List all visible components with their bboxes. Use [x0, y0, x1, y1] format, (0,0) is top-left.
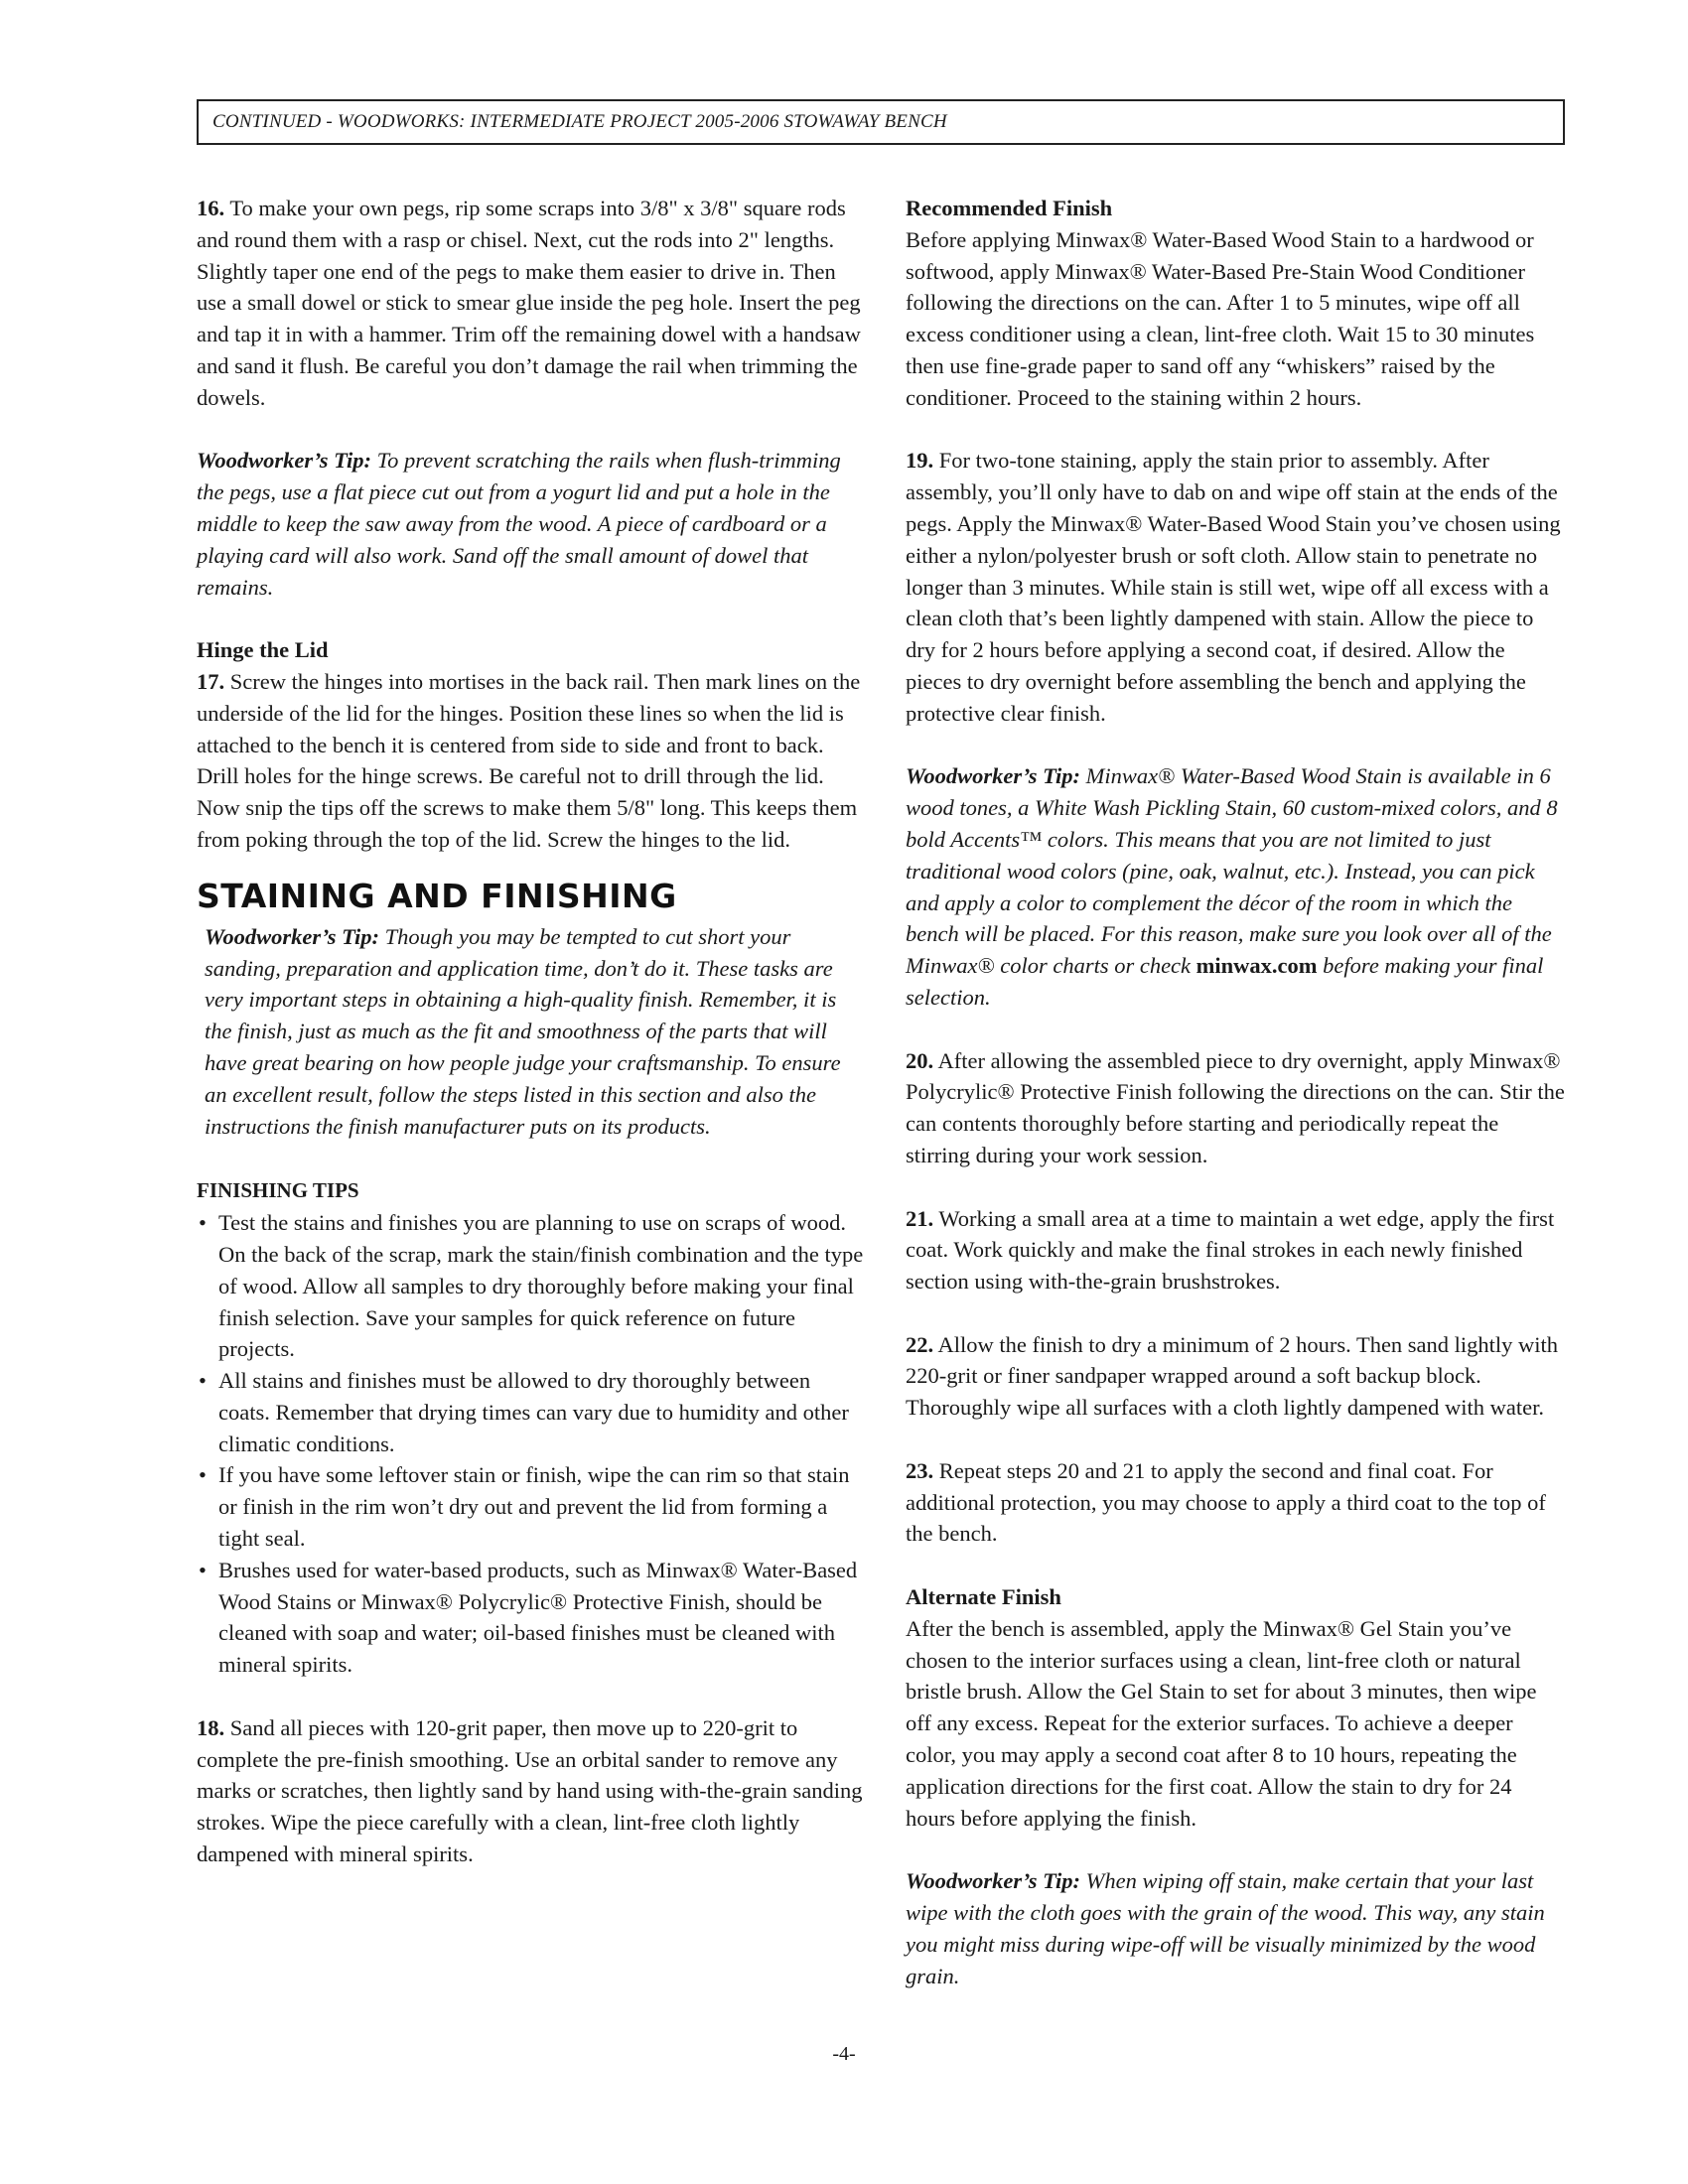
tip-label: Woodworker’s Tip: — [906, 1868, 1081, 1894]
step-20 — [906, 1045, 1565, 1171]
running-header — [197, 99, 1565, 145]
step-number: 23. — [906, 1457, 934, 1483]
step-number: 19. — [906, 448, 934, 474]
step-23 — [906, 1455, 1565, 1550]
minwax-link[interactable]: minwax.com — [1196, 953, 1318, 979]
step-number: 17. — [197, 668, 225, 694]
step-18 — [197, 1712, 864, 1870]
tip-text: When wiping off stain, make certain that your last wipe with the cloth goes with the grain of the wood. This way, any stain you might miss during wipe-off will be visually minimized by the wood grain. — [906, 1868, 1545, 1988]
tip-text: Though you may be tempted to cut short your sanding, preparation and application time, don’t do it. These tasks are very important steps in obtaining a high-quality finish. Remember, it is the finish, just as much as the fit and smoothness of the parts that will have great bearing on how people judge your craftsmanship. To ensure an excellent result, follow the steps listed in this section and also the instructions the finish manufacturer puts on its products. — [205, 923, 841, 1139]
woodworkers-tip-3 — [906, 760, 1565, 1013]
step-19 — [906, 445, 1565, 729]
list-item: • If you have some leftover stain or finish, wipe the can rim so that stain or finish in the rim won’t dry out and prevent the lid from forming a tight seal. — [197, 1459, 864, 1554]
list-item: • All stains and finishes must be allowed to dry thoroughly between coats. Remember that drying times can vary due to humidity and other climatic conditions. — [197, 1365, 864, 1459]
header-title: CONTINUED - WOODWORKS: INTERMEDIATE PROJECT 2005-2006 STOWAWAY BENCH — [212, 111, 947, 132]
step-text: Working a small area at a time to maintain a wet edge, apply the first coat. Work quickly and make the final strokes in each newly finished section using with-the-grain brushstrokes. — [906, 1205, 1555, 1295]
tip-label: Woodworker’s Tip: — [197, 448, 372, 474]
step-text: Allow the finish to dry a minimum of 2 hours. Then sand lightly with 220-grit or finer sandpaper wrapped around a soft backup block. Thoroughly wipe all surfaces with a cloth lightly dampened with water. — [906, 1331, 1559, 1421]
tip-label: Woodworker’s Tip: — [906, 763, 1081, 789]
recommended-finish-text: Before applying Minwax® Water-Based Wood Stain to a hardwood or softwood, apply Minwax® Water-Based Pre-Stain Wood Conditioner following the directions on the can. After 1 to 5 minutes, wipe off all excess conditioner using a clean, lint-free cloth. Wait 15 to 30 minutes then use fine-grade paper to sand off any “whiskers” raised by the conditioner. Proceed to the staining within 2 hours. — [906, 226, 1535, 410]
step-22 — [906, 1329, 1565, 1424]
page-number: -4- — [832, 2043, 856, 2065]
step-21 — [906, 1203, 1565, 1297]
step-text: Repeat steps 20 and 21 to apply the second and final coat. For additional protection, you may choose to apply a third coat to the top of the bench. — [906, 1457, 1546, 1547]
step-text: Screw the hinges into mortises in the back rail. Then mark lines on the underside of the lid for the hinges. Position these lines so when the lid is attached to the bench it is centered from side to side and front to back. Drill holes for the hinge screws. Be careful not to drill through the lid. Now snip the tips off the screws to make them 5/8" long. This keeps them from poking through the top of the lid. Screw the hinges to the lid. — [197, 668, 861, 852]
subheading-alternate-finish: Alternate Finish — [906, 1584, 1061, 1610]
woodworkers-tip-1 — [197, 445, 864, 603]
step-number: 18. — [197, 1714, 225, 1740]
step-text: Sand all pieces with 120-grit paper, then move up to 220-grit to complete the pre-finish smoothing. Use an orbital sander to remove any marks or scratches, then lightly sand by hand using with-the-grain sanding strokes. Wipe the piece carefully with a clean, lint-free cloth lightly dampened with mineral spirits. — [197, 1714, 863, 1867]
finishing-tips-heading: FINISHING TIPS — [197, 1178, 359, 1203]
left-column — [197, 193, 864, 1870]
step-text: For two-tone staining, apply the stain prior to assembly. After assembly, you’ll only have to dab on and wipe off stain at the ends of the pegs. Apply the Minwax® Water-Based Wood Stain you’ve chosen using either a nylon/polyester brush or soft cloth. Allow stain to penetrate no longer than 3 minutes. While stain is still wet, wipe off all excess with a clean cloth that’s been lightly dampened with stain. Allow the piece to dry for 2 hours before applying a second coat, if desired. Allow the pieces to dry overnight before assembling the bench and applying the protective clear finish. — [906, 448, 1561, 726]
step-number: 22. — [906, 1331, 934, 1357]
woodworkers-tip-4 — [906, 1865, 1565, 1991]
tip-text: To prevent scratching the rails when flush-trimming the pegs, use a flat piece cut out from a yogurt lid and put a hole in the middle to keep the saw away from the wood. A piece of cardboard or a playing card will also work. Sand off the small amount of dowel that remains. — [197, 448, 841, 600]
tip-text-end: before making your final selection. — [906, 953, 1544, 1010]
step-number: 16. — [197, 196, 225, 220]
woodworkers-tip-2 — [197, 921, 864, 1143]
tip-text: Minwax® Water-Based Wood Stain is available in 6 wood tones, a White Wash Pickling Stain, 60 custom-mixed colors, and 8 bold Accents™ colors. This means that you are not limited to just traditional wood colors (pine, oak, walnut, etc.). Instead, you can pick and apply a color to complement the décor of the room in which the bench will be placed. For this reason, make sure you look over all of the Minwax® color charts or check — [906, 763, 1558, 979]
right-column — [906, 193, 1565, 1991]
finishing-tips-list — [197, 1207, 864, 1681]
section-title: STAINING AND FINISHING — [197, 876, 677, 915]
subheading-recommended-finish: Recommended Finish — [906, 196, 1113, 220]
step-number: 21. — [906, 1205, 934, 1231]
step-number: 20. — [906, 1047, 934, 1073]
step-16 — [197, 193, 864, 414]
step-17 — [197, 666, 864, 856]
tip-label: Woodworker’s Tip: — [205, 923, 380, 949]
list-item: • Test the stains and finishes you are planning to use on scraps of wood. On the back of the scrap, mark the stain/finish combination and the type of wood. Allow all samples to dry thoroughly before making your final finish selection. Save your samples for quick reference on future projects. — [197, 1207, 864, 1365]
step-text: After allowing the assembled piece to dry overnight, apply Minwax® Polycrylic® Protective Finish following the directions on the can. Stir the can contents thoroughly before starting and periodically repeat the stirring during your work session. — [906, 1047, 1565, 1167]
step-text: To make your own pegs, rip some scraps into 3/8" x 3/8" square rods and round them with a rasp or chisel. Next, cut the rods into 2" lengths. Slightly taper one end of the pegs to make them easier to drive in. Then use a small dowel or stick to smear glue inside the peg hole. Insert the peg and tap it in with a hammer. Trim off the remaining dowel with a handsaw and sand it flush. Be careful you don’t damage the rail when trimming the dowels. — [197, 196, 861, 410]
subheading-hinge-the-lid: Hinge the Lid — [197, 637, 329, 663]
list-item: • Brushes used for water-based products, such as Minwax® Water-Based Wood Stains or Minwax® Polycrylic® Protective Finish, should be cleaned with soap and water; oil-based finishes must be cleaned with mineral spirits. — [197, 1555, 864, 1681]
alternate-finish-text: After the bench is assembled, apply the Minwax® Gel Stain you’ve chosen to the interior surfaces using a clean, lint-free cloth or natural bristle brush. Allow the Gel Stain to set for about 3 minutes, then wipe off any excess. Repeat for the exterior surfaces. To achieve a deeper color, you may apply a second coat after 8 to 10 hours, repeating the application directions for the first coat. Allow the stain to dry for 24 hours before applying the finish. — [906, 1615, 1537, 1831]
